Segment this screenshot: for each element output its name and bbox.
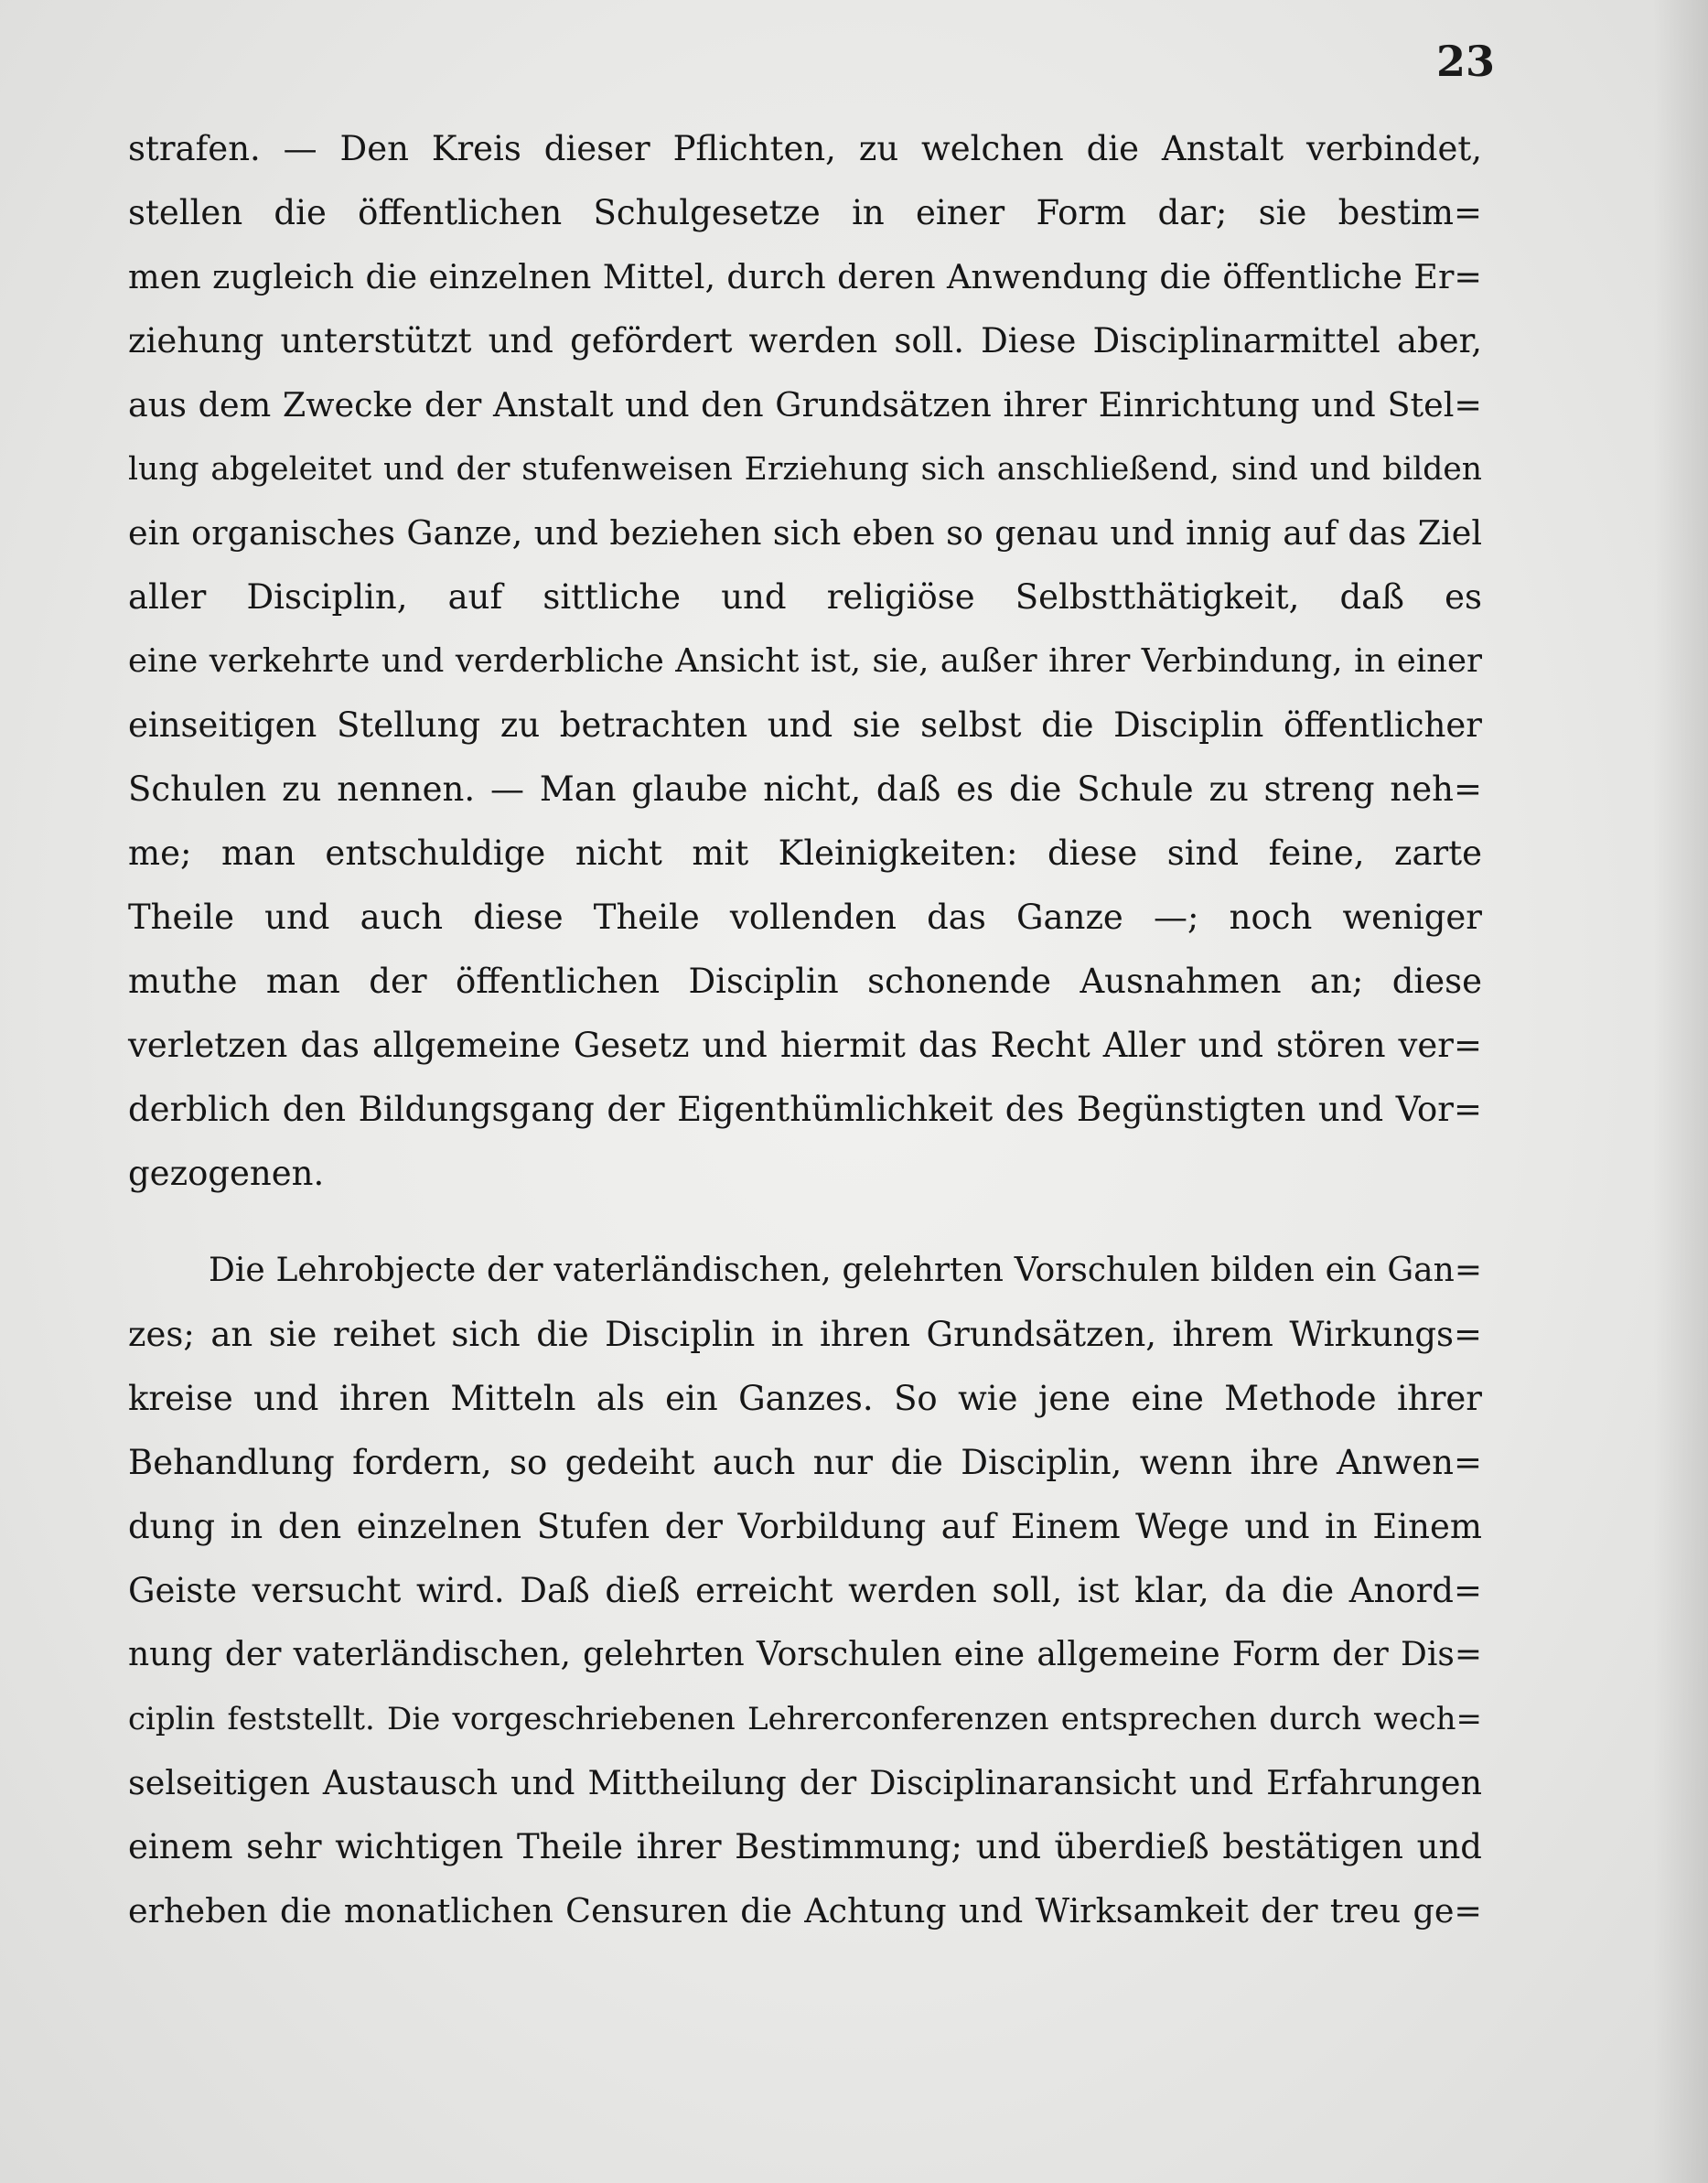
text-line: men zugleich die einzelnen Mittel, durch deren Anwendung die öffentliche Er= xyxy=(128,257,1482,296)
text-line: ein organisches Ganze, und beziehen sich eben so genau und innig auf das Ziel xyxy=(128,513,1482,553)
text-line: einem sehr wichtigen Theile ihrer Bestimmung; und überdieß bestätigen und xyxy=(128,1827,1482,1866)
page-edge-shadow xyxy=(1653,0,1708,2183)
text-line: ciplin feststellt. Die vorgeschriebenen Lehrerconferenzen entsprechen durch wech= xyxy=(128,1701,1482,1737)
body-text xyxy=(128,117,1482,1943)
text-line: lung abgeleitet und der stufenweisen Erziehung sich anschließend, sind und bilden xyxy=(128,451,1482,488)
text-line: eine verkehrte und verderbliche Ansicht ist, sie, außer ihrer Verbindung, in einer xyxy=(128,642,1482,680)
text-line: nung der vaterländischen, gelehrten Vorschulen eine allgemeine Form der Dis= xyxy=(128,1636,1482,1673)
text-line: selseitigen Austausch und Mittheilung der Disciplinaransicht und Erfahrungen xyxy=(128,1763,1482,1802)
page-number: 23 xyxy=(1436,37,1496,86)
text-line: verletzen das allgemeine Gesetz und hiermit das Recht Aller und stören ver= xyxy=(128,1026,1482,1065)
text-line: aller Disciplin, auf sittliche und religiöse Selbstthätigkeit, daß es xyxy=(128,577,1482,617)
text-line: strafen. — Den Kreis dieser Pflichten, zu welchen die Anstalt verbindet, xyxy=(128,129,1482,168)
text-line: gezogenen. xyxy=(128,1154,325,1193)
text-line: me; man entschuldige nicht mit Kleinigkeiten: diese sind feine, zarte xyxy=(128,833,1482,873)
text-line: Geiste versucht wird. Daß dieß erreicht werden soll, ist klar, da die Anord= xyxy=(128,1571,1482,1610)
text-line: derblich den Bildungsgang der Eigenthümlichkeit des Begünstigten und Vor= xyxy=(128,1090,1482,1129)
text-line: erheben die monatlichen Censuren die Achtung und Wirksamkeit der treu ge= xyxy=(128,1891,1482,1930)
text-line: muthe man der öffentlichen Disciplin schonende Ausnahmen an; diese xyxy=(128,962,1482,1001)
text-line: ziehung unterstützt und gefördert werden soll. Diese Disciplinarmittel aber, xyxy=(128,321,1482,360)
text-line: zes; an sie reihet sich die Disciplin in ihren Grundsätzen, ihrem Wirkungs= xyxy=(128,1315,1482,1354)
text-line: einseitigen Stellung zu betrachten und sie selbst die Disciplin öffentlicher xyxy=(128,705,1482,745)
text-line: Die Lehrobjecte der vaterländischen, gelehrten Vorschulen bilden ein Gan= xyxy=(209,1252,1482,1289)
paragraph-break xyxy=(128,1206,1482,1239)
text-line: Schulen zu nennen. — Man glaube nicht, daß es die Schule zu streng neh= xyxy=(128,769,1482,809)
text-line: Theile und auch diese Theile vollenden das Ganze —; noch weniger xyxy=(128,898,1482,937)
text-line: dung in den einzelnen Stufen der Vorbildung auf Einem Wege und in Einem xyxy=(128,1507,1482,1546)
text-line: Behandlung fordern, so gedeiht auch nur die Disciplin, wenn ihre Anwen= xyxy=(128,1443,1482,1482)
text-line: stellen die öffentlichen Schulgesetze in einer Form dar; sie bestim= xyxy=(128,193,1482,232)
text-line: kreise und ihren Mitteln als ein Ganzes. So wie jene eine Methode ihrer xyxy=(128,1379,1482,1418)
text-line: aus dem Zwecke der Anstalt und den Grundsätzen ihrer Einrichtung und Stel= xyxy=(128,385,1482,425)
